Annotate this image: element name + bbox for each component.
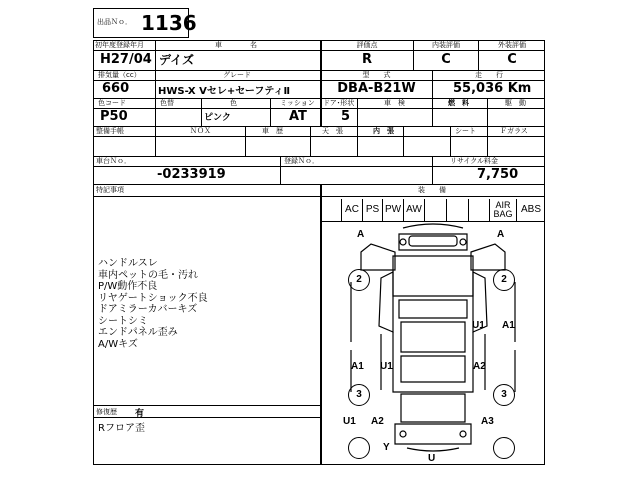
header-seat: シート [455,127,476,135]
value-displacement: 660 [102,81,130,96]
value-score: R [361,52,372,67]
header-sunroof: 天 張 [322,127,343,135]
remark-item: 車内ペットの毛・汚れ [98,269,198,281]
remark-item: A/Wキズ [98,338,138,350]
remark-item: リヤゲートショック不良 [98,292,208,304]
value-exterior-score: C [507,52,517,67]
value-color-code: P50 [100,109,128,124]
header-score: 評価点 [356,41,378,49]
mark-br-wheel [493,437,515,459]
mark-rr-wheel: 3 [493,384,515,406]
header-interior-score: 内装評価 [432,41,460,49]
header-history: 車 歴 [262,127,283,135]
equipment-pw: PW [382,199,403,221]
mark-mid-a1: A1 [502,320,515,331]
header-displacement: 排気量（cc） [98,71,141,79]
header-inspection: 車 検 [384,99,405,107]
remark-item: シートシミ [98,315,148,327]
header-recycle: リサイクル料金 [450,157,499,165]
header-color-code: 色コード [98,99,126,107]
value-year-reg: H27/04 [100,52,152,67]
header-doors: ドア･形状 [323,99,355,107]
header-mileage: 走 行 [475,71,503,79]
value-recycle: 7,750 [477,167,519,182]
header-nox: ＮＯＸ [190,127,211,135]
value-color: ピンク [204,113,231,123]
mark-bot-y: Y [383,442,390,453]
lot-label: 出品Ｎｏ． [97,18,132,26]
remark-item: ドアミラーカバーキズ [98,304,198,315]
value-mission: AT [289,109,307,124]
header-registration: 登録Ｎｏ． [284,157,319,165]
value-doors: 5 [341,109,351,124]
mark-fl-wheel: 2 [348,269,370,291]
header-maintenance: 整備手帳 [96,127,124,135]
value-repair: 有 [135,409,145,419]
header-drive: 駆 動 [505,99,526,107]
mark-rl-a1: A1 [351,361,364,372]
lot-box [93,8,197,38]
mark-front-right: A [497,229,505,240]
header-fuel: 燃 料 [448,99,469,107]
equipment-blank-3 [468,199,489,221]
equipment-blank-2 [446,199,468,221]
value-grade: HWS-X Vセレ+セーフティⅡ [158,86,291,97]
header-model: 型 式 [362,71,391,79]
header-color-swap: 色替 [160,99,174,107]
mark-rl-u1: U1 [380,361,393,372]
value-model: DBA-B21W [337,81,416,96]
header-year-reg: 初年度登録年月 [95,41,144,49]
value-chassis: -0233919 [157,167,226,182]
mark-rear-a2: A2 [371,416,384,427]
value-car-name: デイズ [159,53,195,67]
header-repair: 修復歴 [96,408,117,416]
header-grade: グレード [223,71,251,79]
value-interior-score: C [441,52,451,67]
remark-item: ハンドルスレ [98,258,158,269]
mark-bot-u: U [428,453,436,464]
equipment-aw: AW [403,199,424,221]
header-fglass: Ｆガラス [500,127,528,135]
car-diagram [321,222,545,465]
header-equipment: 装 備 [418,186,446,194]
mark-mid-u1: U1 [472,320,485,331]
value-mileage: 55,036 Km [453,81,532,96]
header-exterior-score: 外装評価 [498,41,526,49]
header-mission: ミッション [280,99,315,107]
mark-rr-a2: A2 [473,361,486,372]
equipment-ps: PS [362,199,382,221]
mark-rear-u1: U1 [343,416,356,427]
remark-item: エンドパネル歪み [98,327,178,338]
lot-number: 1136 [141,11,197,35]
mark-rl-wheel: 3 [348,384,370,406]
header-chassis: 車台Ｎｏ． [96,157,131,165]
equipment-abs: ABS [516,199,545,221]
mark-fr-wheel: 2 [493,269,515,291]
remarks-list [98,258,208,350]
header-remarks: 特記事項 [96,186,124,194]
mark-bl-wheel [348,437,370,459]
equipment-ac: AC [341,199,362,221]
mark-front-left: A [357,229,365,240]
header-interior: 内 張 [373,127,394,135]
remark-item: P/W動作不良 [98,281,158,292]
equipment-airbag [489,199,516,221]
equipment-blank-1 [424,199,446,221]
equipment-airbag-label: AIR BAG [493,200,513,219]
header-car-name: 車 名 [215,41,257,49]
repair-note: Rフロア歪 [98,423,145,434]
mark-rear-a3: A3 [481,416,494,427]
header-color: 色 [230,99,237,107]
